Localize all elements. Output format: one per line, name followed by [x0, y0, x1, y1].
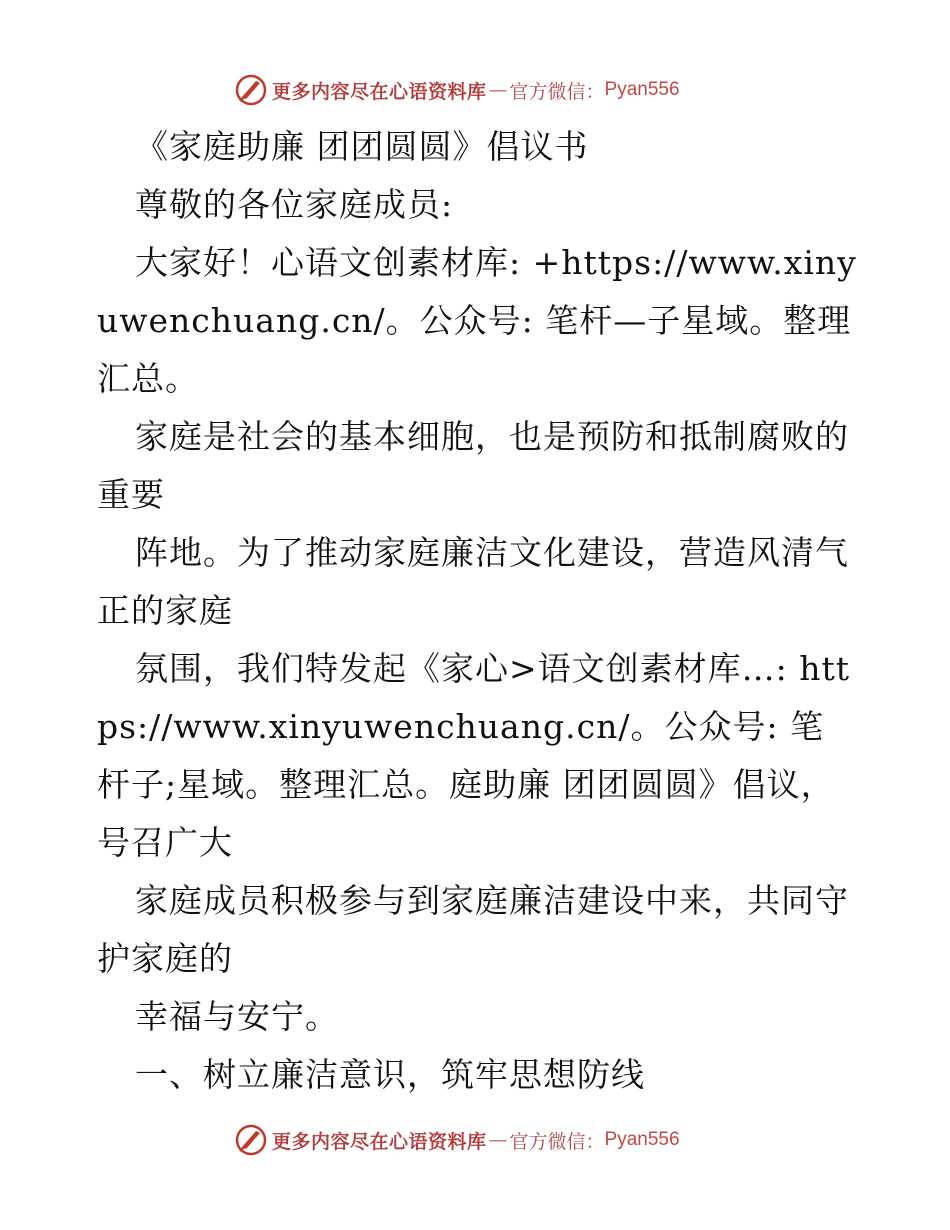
watermark-text: 更多内容尽在心语资料库: [272, 1130, 487, 1153]
paragraph: 尊敬的各位家庭成员:: [135, 185, 454, 224]
watermark-dash: —: [488, 1129, 508, 1151]
paragraph: 家庭成员积极参与到家庭廉洁建设中来，共同守护家庭的: [97, 881, 849, 978]
section-heading: 一、树立廉洁意识，筑牢思想防线: [135, 1055, 645, 1094]
paragraph: 幸福与安宁。: [135, 997, 339, 1036]
watermark-label: 官方微信：: [509, 1130, 605, 1153]
watermark-label: 官方微信：: [509, 80, 605, 103]
footer-watermark: [234, 1122, 754, 1158]
watermark-dash: —: [488, 79, 508, 101]
document-body: [97, 118, 857, 1104]
header-watermark: [234, 72, 754, 108]
quill-logo-icon: [234, 73, 268, 107]
paragraph: 阵地。为了推动家庭廉洁文化建设，营造风清气正的家庭: [97, 533, 849, 630]
watermark-text: 更多内容尽在心语资料库: [272, 80, 487, 103]
paragraph: 家庭是社会的基本细胞，也是预防和抵制腐败的重要: [97, 417, 849, 514]
paragraph: 大家好！心语文创素材库: +https://www.xinyuwenchuang.cn/。公众号: 笔杆—子星域。整理汇总。: [97, 243, 857, 398]
paragraph: 氛围，我们特发起《家心>语文创素材库…: https://www.xinyuwenchuang.cn/。公众号: 笔杆子;星域。整理汇总。庭助廉 团团圆圆》倡议，号召广大: [97, 649, 851, 862]
quill-logo-icon: [234, 1123, 268, 1157]
watermark-id: Pyan556: [604, 79, 680, 100]
watermark-id: Pyan556: [604, 1129, 680, 1150]
document-title: 《家庭助廉 团团圆圆》倡议书: [135, 127, 589, 166]
